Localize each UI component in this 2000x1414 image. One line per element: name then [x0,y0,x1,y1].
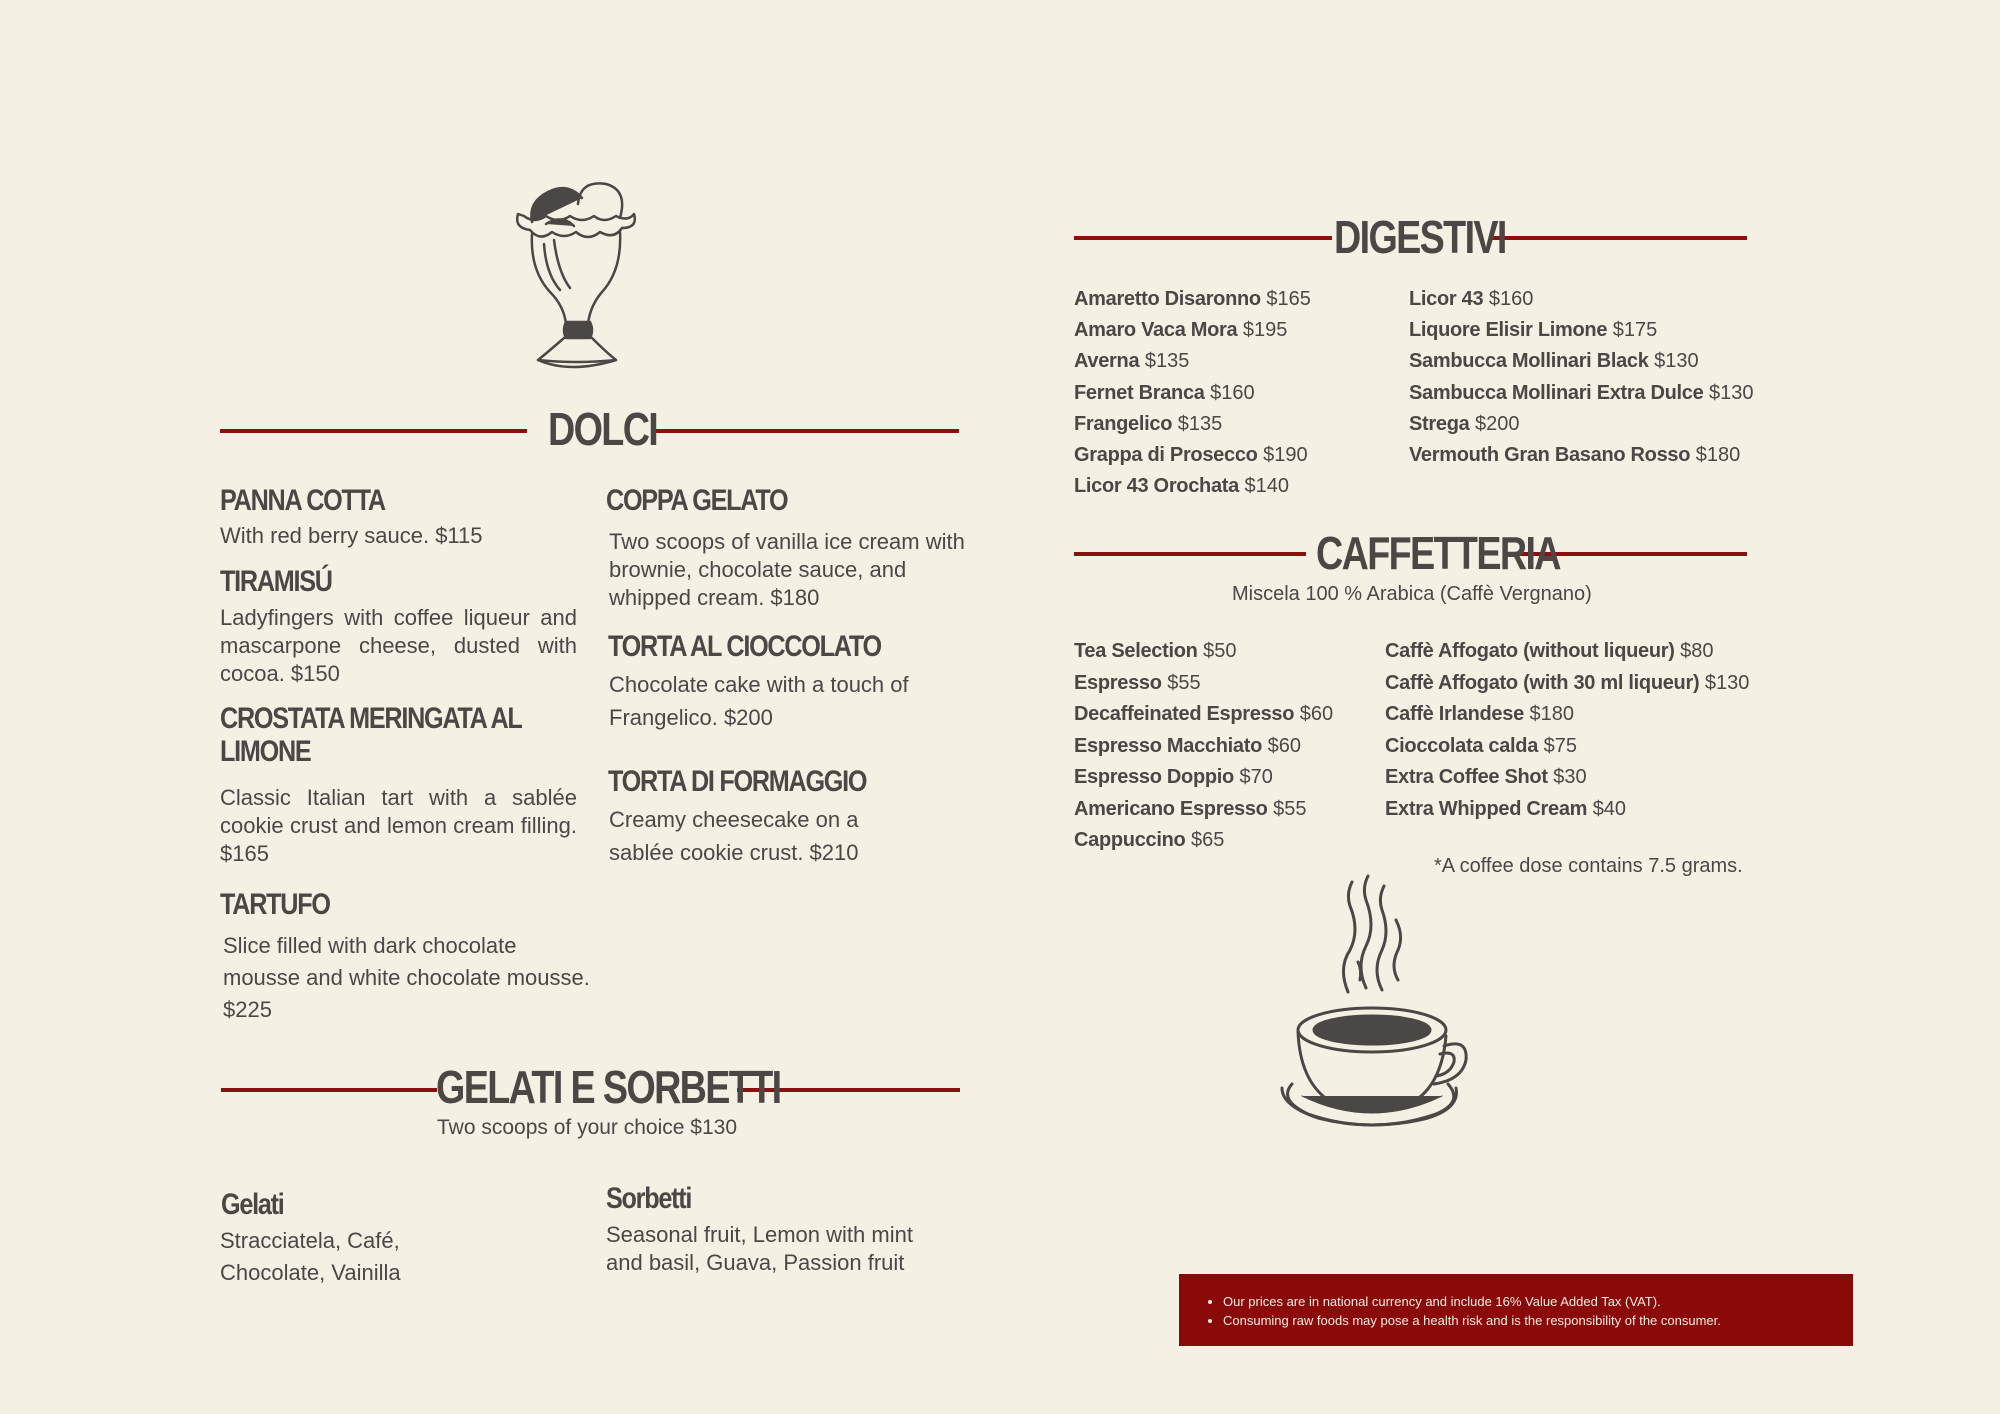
digestivi-item: Averna $135 [1074,350,1190,372]
gelati-group-title: Gelati [221,1188,284,1221]
coffee-dose-note: *A coffee dose contains 7.5 grams. [1434,855,1743,877]
caffetteria-item: Espresso $55 [1074,672,1201,694]
ice-cream-sundae-icon [510,174,660,382]
digestivi-item: Amaro Vaca Mora $195 [1074,319,1288,341]
caffetteria-subtitle: Miscela 100 % Arabica (Caffè Vergnano) [1232,583,1592,605]
caffetteria-item: Caffè Irlandese $180 [1385,703,1574,725]
sorbetti-group-title: Sorbetti [606,1182,692,1215]
caffetteria-item: Tea Selection $50 [1074,640,1237,662]
digestivi-item: Licor 43 $160 [1409,288,1534,310]
digestivi-rule-left [1074,236,1332,240]
caffetteria-item: Decaffeinated Espresso $60 [1074,703,1334,725]
digestivi-rule-right [1490,236,1747,240]
gelati-subtitle: Two scoops of your choice $130 [437,1116,738,1139]
footer-notice [1179,1274,1853,1346]
digestivi-item: Liquore Elisir Limone $175 [1409,319,1658,341]
panna-cotta-desc: With red berry sauce. $115 [220,523,483,548]
caffetteria-item: Caffè Affogato (with 30 ml liqueur) $130 [1385,672,1750,694]
tartufo-desc: Slice filled with dark chocolate mousse and white chocolate mousse. $225 [223,933,590,1022]
digestivi-item: Strega $200 [1409,413,1520,435]
vat-note: • Our prices are in national currency and include 16% Value Added Tax (VAT). [1223,1292,1853,1311]
digestivi-item: Sambucca Mollinari Black $130 [1409,350,1699,372]
digestivi-item: Frangelico $135 [1074,413,1223,435]
coffee-cup-icon [1278,870,1478,1134]
caffetteria-item: Espresso Doppio $70 [1074,766,1273,788]
digestivi-item: Fernet Branca $160 [1074,382,1255,404]
footer-notes-list [1179,1274,1853,1330]
torta-cioccolato-title: TORTA AL CIOCCOLATO [608,630,881,663]
digestivi-item: Grappa di Prosecco $190 [1074,444,1308,466]
digestivi-item: Licor 43 Orochata $140 [1074,475,1290,497]
caffetteria-item: Extra Coffee Shot $30 [1385,766,1587,788]
dolci-title: DOLCI [548,403,658,455]
crostata-desc: Classic Italian tart with a sablée cookie crust and lemon cream filling. $165 [220,785,577,866]
caffetteria-rule-left [1074,552,1306,556]
caffetteria-item: Espresso Macchiato $60 [1074,735,1301,757]
gelati-flavors: Stracciatela, Café, Chocolate, Vainilla [220,1228,401,1285]
torta-formaggio-title: TORTA DI FORMAGGIO [608,765,867,798]
panna-cotta-title: PANNA COTTA [220,484,385,517]
gelati-rule-left [221,1088,437,1092]
digestivi-item: Vermouth Gran Basano Rosso $180 [1409,444,1741,466]
dolci-rule-left [220,429,527,433]
caffetteria-item: Caffè Affogato (without liqueur) $80 [1385,640,1714,662]
tartufo-title: TARTUFO [220,888,330,921]
sorbetti-flavors: Seasonal fruit, Lemon with mint and basil, Guava, Passion fruit [606,1222,913,1275]
caffetteria-item: Americano Espresso $55 [1074,798,1307,820]
digestivi-title: DIGESTIVI [1334,211,1506,263]
caffetteria-item: Cioccolata calda $75 [1385,735,1577,757]
raw-food-note: • Consuming raw foods may pose a health risk and is the responsibility of the consumer. [1223,1311,1853,1330]
coppa-gelato-title: COPPA GELATO [606,484,788,517]
tiramisu-title: TIRAMISÚ [220,565,332,598]
gelati-title: GELATI E SORBETTI [436,1061,781,1113]
torta-cioccolato-desc: Chocolate cake with a touch of Frangelico. $200 [609,672,909,730]
digestivi-item: Amaretto Disaronno $165 [1074,288,1311,310]
digestivi-item: Sambucca Mollinari Extra Dulce $130 [1409,382,1754,404]
caffetteria-title: CAFFETTERIA [1316,527,1560,579]
dolci-rule-right [655,429,959,433]
torta-formaggio-desc: Creamy cheesecake on a sablée cookie crust. $210 [609,807,859,865]
caffetteria-item: Cappuccino $65 [1074,829,1225,851]
coppa-gelato-desc: Two scoops of vanilla ice cream with brownie, chocolate sauce, and whipped cream. $180 [609,529,965,610]
caffetteria-item: Extra Whipped Cream $40 [1385,798,1627,820]
tiramisu-desc: Ladyfingers with coffee liqueur and mascarpone cheese, dusted with cocoa. $150 [220,605,577,686]
crostata-title: CROSTATA MERINGATA AL LIMONE [220,702,522,768]
